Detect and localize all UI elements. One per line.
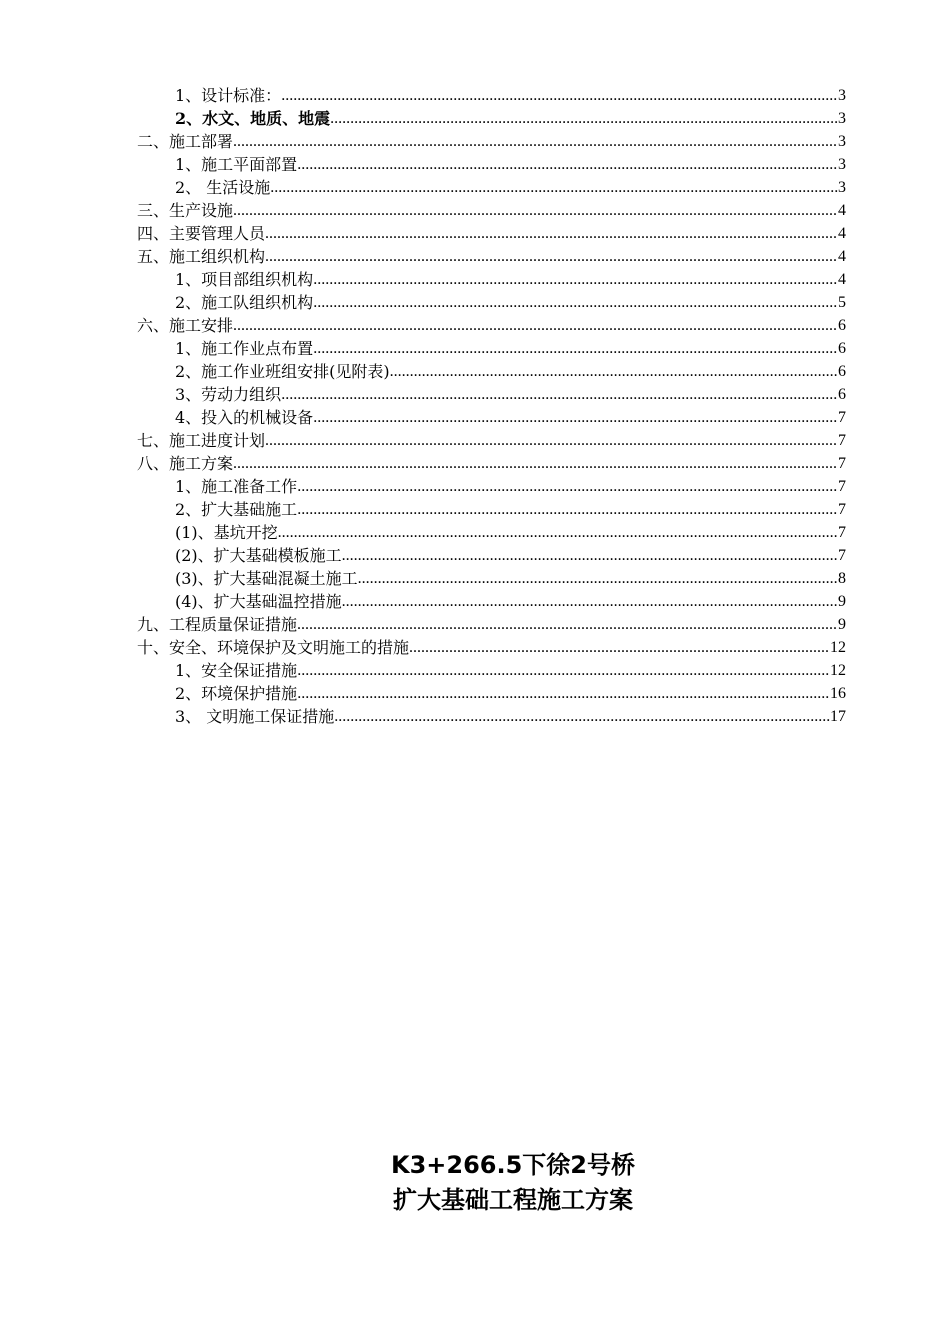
dot-leader — [297, 500, 838, 520]
toc-entry-label: 3、 文明施工保证措施 — [175, 707, 335, 726]
toc-page-number: 7 — [838, 547, 846, 564]
toc-entry[interactable] — [0, 635, 846, 658]
toc-entry[interactable] — [0, 244, 846, 267]
toc-entry-label: 八、施工方案 — [137, 454, 234, 473]
toc-page-number: 16 — [830, 685, 846, 702]
dot-leader — [313, 270, 838, 290]
toc-page-number: 12 — [830, 639, 846, 656]
toc-entry-label: 3、劳动力组织 — [175, 385, 282, 404]
toc-page-number: 6 — [838, 386, 846, 403]
dot-leader — [233, 316, 838, 336]
toc-page-number: 3 — [838, 156, 846, 173]
toc-page-number: 8 — [838, 570, 846, 587]
toc-entry[interactable] — [0, 543, 846, 566]
toc-entry-label: 1、项目部组织机构 — [175, 270, 314, 289]
toc-entry[interactable] — [0, 681, 846, 704]
toc-entry[interactable] — [0, 198, 846, 221]
toc-page-number: 4 — [838, 271, 846, 288]
document-title-line1: K3+266.5下徐2号桥 — [390, 1151, 636, 1179]
toc-entry[interactable] — [0, 497, 846, 520]
toc-page-number: 7 — [838, 409, 846, 426]
toc-page-number: 4 — [838, 202, 846, 219]
toc-entry[interactable] — [0, 152, 846, 175]
toc-entry[interactable] — [0, 83, 846, 106]
toc-page-number: 6 — [838, 340, 846, 357]
toc-entry-label: 二、施工部署 — [137, 132, 234, 151]
toc-page-number: 17 — [830, 708, 846, 725]
toc-entry[interactable] — [0, 267, 846, 290]
dot-leader — [297, 477, 838, 497]
toc-page-number: 3 — [838, 179, 846, 196]
toc-entry[interactable] — [0, 704, 846, 727]
dot-leader — [297, 661, 830, 681]
dot-leader — [297, 615, 838, 635]
toc-page-number: 4 — [838, 248, 846, 265]
toc-entry-label: 4、投入的机械设备 — [175, 408, 314, 427]
toc-page-number: 7 — [838, 501, 846, 518]
toc-entry[interactable] — [0, 474, 846, 497]
toc-entry[interactable] — [0, 589, 846, 612]
toc-entry[interactable] — [0, 313, 846, 336]
dot-leader — [342, 546, 838, 566]
toc-entry[interactable] — [0, 129, 846, 152]
dot-leader — [233, 201, 838, 221]
toc-entry[interactable] — [0, 658, 846, 681]
toc-entry-label: 六、施工安排 — [137, 316, 234, 335]
toc-page-number: 7 — [838, 455, 846, 472]
toc-entry-label: 1、安全保证措施 — [175, 661, 298, 680]
toc-entry-label: 2、扩大基础施工 — [175, 500, 298, 519]
toc-entry[interactable] — [0, 566, 846, 589]
toc-entry[interactable] — [0, 175, 846, 198]
toc-entry-label: 2、水文、地质、地震 — [175, 109, 331, 128]
toc-entry[interactable] — [0, 382, 846, 405]
toc-page-number: 3 — [838, 133, 846, 150]
toc-entry-label: (4)、扩大基础温控措施 — [175, 592, 342, 611]
toc-page-number: 9 — [838, 616, 846, 633]
document-title-line2: 扩大基础工程施工方案 — [393, 1186, 633, 1214]
toc-entry-label: 2、 生活设施 — [175, 178, 271, 197]
dot-leader — [281, 385, 838, 405]
toc-entry-label: 1、施工平面部置 — [175, 155, 298, 174]
toc-entry[interactable] — [0, 221, 846, 244]
toc-page-number: 7 — [838, 432, 846, 449]
toc-page-number: 5 — [838, 294, 846, 311]
toc-entry[interactable] — [0, 451, 846, 474]
toc-entry-label: 三、生产设施 — [137, 201, 234, 220]
toc-entry-label: 2、施工作业班组安排(见附表) — [175, 362, 390, 381]
dot-leader — [313, 339, 838, 359]
dot-leader — [278, 523, 838, 543]
toc-page-number: 7 — [838, 524, 846, 541]
toc-entry[interactable] — [0, 520, 846, 543]
dot-leader — [265, 224, 838, 244]
dot-leader — [233, 454, 838, 474]
toc-page-number: 12 — [830, 662, 846, 679]
dot-leader — [409, 638, 830, 658]
dot-leader — [233, 132, 838, 152]
toc-entry-label: 七、施工进度计划 — [137, 431, 266, 450]
toc-page-number: 4 — [838, 225, 846, 242]
toc-entry-label: 2、施工队组织机构 — [175, 293, 314, 312]
toc-entry[interactable] — [0, 612, 846, 635]
toc-entry-label: 十、安全、环境保护及文明施工的措施 — [137, 638, 410, 657]
toc-page-number: 3 — [838, 110, 846, 127]
toc-entry[interactable] — [0, 405, 846, 428]
toc-page-number: 6 — [838, 317, 846, 334]
dot-leader — [358, 569, 838, 589]
toc-entry-label: (2)、扩大基础模板施工 — [175, 546, 342, 565]
toc-entry-label: 四、主要管理人员 — [137, 224, 266, 243]
dot-leader — [270, 178, 838, 198]
toc-entry[interactable] — [0, 359, 846, 382]
dot-leader — [313, 293, 838, 313]
toc-entry[interactable] — [0, 106, 846, 129]
toc-entry-label: (3)、扩大基础混凝土施工 — [175, 569, 358, 588]
toc-entry-label: (1)、基坑开挖 — [175, 523, 278, 542]
dot-leader — [334, 707, 830, 727]
dot-leader — [313, 408, 838, 428]
toc-entry-label: 1、施工作业点布置 — [175, 339, 314, 358]
toc-entry-label: 1、设计标准： — [175, 86, 282, 105]
dot-leader — [281, 86, 838, 106]
toc-page-number: 3 — [838, 87, 846, 104]
dot-leader — [265, 431, 838, 451]
dot-leader — [330, 109, 838, 129]
toc-entry-label: 五、施工组织机构 — [137, 247, 266, 266]
toc-entry-label: 九、工程质量保证措施 — [137, 615, 298, 634]
toc-page-number: 9 — [838, 593, 846, 610]
dot-leader — [297, 684, 830, 704]
toc-page-number: 6 — [838, 363, 846, 380]
dot-leader — [390, 362, 838, 382]
toc-entry[interactable] — [0, 290, 846, 313]
dot-leader — [265, 247, 838, 267]
toc-entry[interactable] — [0, 428, 846, 451]
toc-entry-label: 1、施工准备工作 — [175, 477, 298, 496]
dot-leader — [342, 592, 838, 612]
toc-entry[interactable] — [0, 336, 846, 359]
toc-entry-label: 2、环境保护措施 — [175, 684, 298, 703]
dot-leader — [297, 155, 838, 175]
toc-page-number: 7 — [838, 478, 846, 495]
